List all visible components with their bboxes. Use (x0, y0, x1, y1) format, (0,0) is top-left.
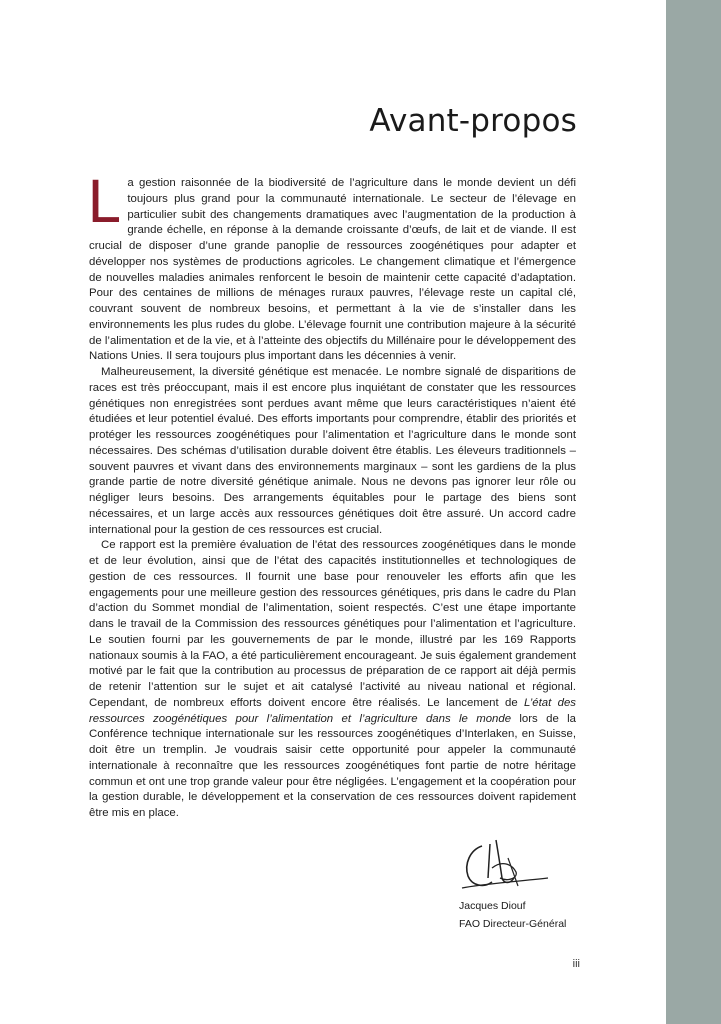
paragraph-2: Malheureusement, la diversité génétique est menacée. Le nombre signalé de disparitions de races est très préoccupant, mais il est encore plus inquiétant de constater que les ressources génétiques non enregistrées sont perdues avant même que leurs caractéristiques n’aient été étudiées et leur potentiel évalué. Des efforts importants pour comprendre, établir des priorités et protéger les ressources zoogénétiques pour l’alimentation et l’agriculture dans le monde sont nécessaires. Des schémas d’utilisation durable doivent être établis. Les éleveurs traditionnels – souvent pauvres et vivant dans des environnements marginaux – sont les gardiens de la plus grande partie de notre diversité génétique animale. Nous ne devons pas ignorer leur rôle ou négliger leurs besoins. Des arrangements équitables pour le partage des biens sont nécessaires, et un large accès aux ressources génétiques doit être assuré. Un accord cadre international pour la gestion de ces ressources est crucial. (89, 366, 576, 536)
paragraph-1 (87, 168, 576, 365)
foreword-body (87, 168, 576, 822)
paragraph-3 (89, 538, 576, 822)
drop-cap: L (87, 168, 120, 236)
signer-role: FAO Directeur-Général (459, 918, 567, 930)
page-title: Avant-propos (369, 102, 577, 139)
signer-block (459, 897, 566, 933)
signer-name: Jacques Diouf (459, 900, 526, 912)
paragraph-3-text-b: lors de la Conférence technique internationale sur les ressources zoogénétiques d’Interlaken, en Suisse, doit être un tremplin. Je voudrais saisir cette opportunité pour appeler la communauté internationale à reconnaître que les ressources zoogénétiques font partie de notre héritage commun et ont une trop grande valeur pour être négligées. L’engagement et la coopération pour la gestion durable, le développement et la conservation de ces ressources doivent rapidement être mis en place. (89, 712, 576, 819)
side-color-band (666, 0, 721, 1024)
report-title-italic: L’état des ressources zoogénétiques pour l’alimentation et l’agriculture dans le monde (89, 696, 576, 725)
paragraph-1-text: a gestion raisonnée de la biodiversité de l’agriculture dans le monde devient un défi toujours plus grand pour la communauté internationale. Le secteur de l’élevage en particulier subit des changements dramatiques avec l’augmentation de la production à grande échelle, en réponse à la demande croissante d’œufs, de lait et de viande. Il est crucial de disposer d’une grande panoplie de ressources zoogénétiques pour adapter et développer nos systèmes de productions agricoles. Le changement climatique et l’émergence de nouvelles maladies animales renforcent le besoin de maintenir cette capacité d’adaptation. Pour des centaines de millions de ménages ruraux pauvres, l’élevage reste un capital clé, couvrant souvent de nombreux besoins, et permettant à la vie de s’installer dans les environnements les plus rudes du globe. L’élevage fournit une contribution majeure à la sécurité de l’alimentation et de la vie, et à l’atteinte des objectifs du Millénaire pour le développement des Nations Unies. Il sera toujours plus important dans les décennies à venir. (89, 177, 576, 363)
handwritten-signature (452, 838, 552, 900)
paragraph-3-text-a: Ce rapport est la première évaluation de l’état des ressources zoogénétiques dans le monde et de leur évolution, ainsi que de l’état des capacités institutionnelles et technologiques de gestion de ces ressources. Il fournit une base pour renouveler les efforts afin que les engagements pour une meilleure gestion des ressources génétiques, pris dans le cadre du Plan d’action du Sommet mondial de l’alimentation, soient respectés. C’est une étape importante dans le travail de la Commission des ressources génétiques pour l’alimentation et l’agriculture. Le soutien fourni par les gouvernements de par le monde, illustré par les 169 Rapports nationaux soumis à la FAO, a été particulièrement encourageant. Je suis également grandement motivé par le fait que la contribution au processus de préparation de ce rapport ait déjà permis de retenir l’attention sur le sujet et ait catalysé l’activité au niveau national et régional. Cependant, de nombreux efforts doivent encore être réalisés. Le lancement de (89, 539, 576, 709)
page-number: iii (572, 958, 580, 970)
